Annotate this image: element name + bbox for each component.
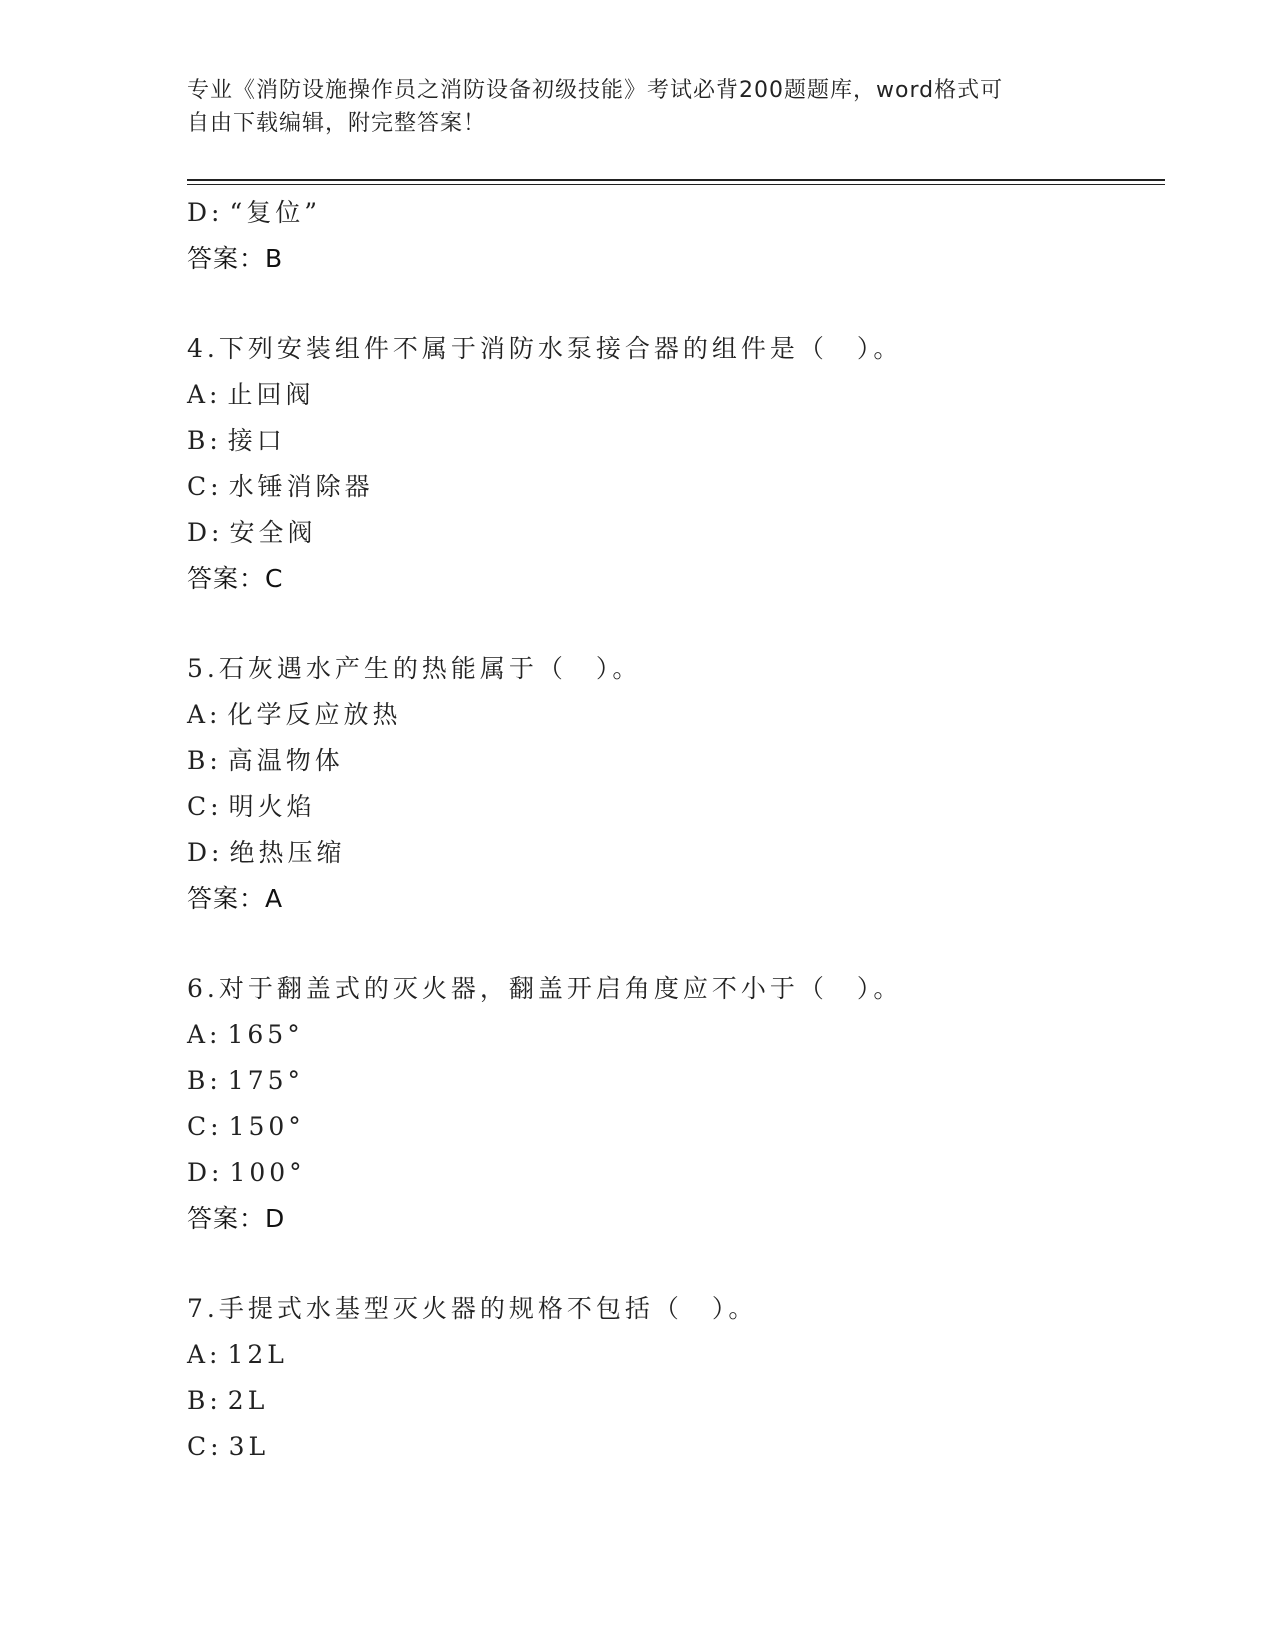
- option-d: [187, 510, 1165, 556]
- option-text: 150°: [228, 1112, 305, 1141]
- option-text: 止回阀: [227, 380, 315, 409]
- option-label: C:: [187, 792, 223, 821]
- option-label: D:: [187, 838, 224, 867]
- option-text: 明火焰: [228, 792, 316, 821]
- option-text: 绝热压缩: [229, 838, 346, 867]
- option-label: D:: [187, 518, 224, 547]
- option-label: D:: [187, 1158, 224, 1187]
- option-label: C:: [187, 1112, 223, 1141]
- answer-5: 答案：A: [187, 884, 284, 913]
- header-divider-thin: [187, 184, 1165, 185]
- answer-4: 答案：C: [187, 564, 284, 593]
- option-c: [187, 1104, 1165, 1150]
- answer-6: 答案：D: [187, 1204, 286, 1233]
- option-a: [187, 692, 1165, 738]
- question-stem-6: 6.对于翻盖式的灭火器，翻盖开启角度应不小于（ ）。: [187, 974, 903, 1003]
- option-text: 100°: [229, 1158, 306, 1187]
- option-label: B:: [187, 746, 222, 775]
- document-header: [187, 74, 1087, 140]
- option-b: [187, 738, 1165, 784]
- option-c: [187, 464, 1165, 510]
- question-stem-5: 5.石灰遇水产生的热能属于（ ）。: [187, 654, 642, 683]
- option-text: 高温物体: [227, 746, 344, 775]
- question-stem-4: 4.下列安装组件不属于消防水泵接合器的组件是（ ）。: [187, 334, 903, 363]
- option-text: 175°: [227, 1066, 305, 1095]
- option-b: [187, 418, 1165, 464]
- option-label: A:: [187, 1020, 222, 1049]
- header-title-line-2: 自由下载编辑，附完整答案！: [187, 111, 487, 136]
- option-label: B:: [187, 1386, 222, 1415]
- option-text: 2L: [227, 1386, 269, 1415]
- option-text: 165°: [227, 1020, 304, 1049]
- answer-prev: 答案：B: [187, 244, 284, 273]
- header-divider-thick: [187, 179, 1165, 181]
- header-title-line-1: 专业《消防设施操作员之消防设备初级技能》考试必背200题题库，word格式可: [187, 78, 1004, 103]
- option-a: [187, 1332, 1165, 1378]
- option-label: C:: [187, 1432, 223, 1461]
- option-text: 化学反应放热: [227, 700, 402, 729]
- option-text: 3L: [228, 1432, 270, 1461]
- option-text: 安全阀: [229, 518, 317, 547]
- question-stem-7: 7.手提式水基型灭火器的规格不包括（ ）。: [187, 1294, 758, 1323]
- option-b: [187, 1378, 1165, 1424]
- option-label: B:: [187, 426, 222, 455]
- option-label: D:: [187, 198, 224, 227]
- option-d: [187, 1150, 1165, 1196]
- option-d: [187, 830, 1165, 876]
- option-text: “复位”: [229, 198, 322, 227]
- option-text: 接口: [227, 426, 286, 455]
- option-label: B:: [187, 1066, 222, 1095]
- option-a: [187, 1012, 1165, 1058]
- option-label: A:: [187, 700, 222, 729]
- option-c: [187, 784, 1165, 830]
- option-label: A:: [187, 380, 222, 409]
- option-c: [187, 1424, 1165, 1470]
- option-text: 水锤消除器: [228, 472, 374, 501]
- option-text: 12L: [227, 1340, 288, 1369]
- question-list: [187, 190, 1165, 1470]
- option-label: A:: [187, 1340, 222, 1369]
- option-d-prev: [187, 190, 1165, 236]
- option-b: [187, 1058, 1165, 1104]
- option-label: C:: [187, 472, 223, 501]
- option-a: [187, 372, 1165, 418]
